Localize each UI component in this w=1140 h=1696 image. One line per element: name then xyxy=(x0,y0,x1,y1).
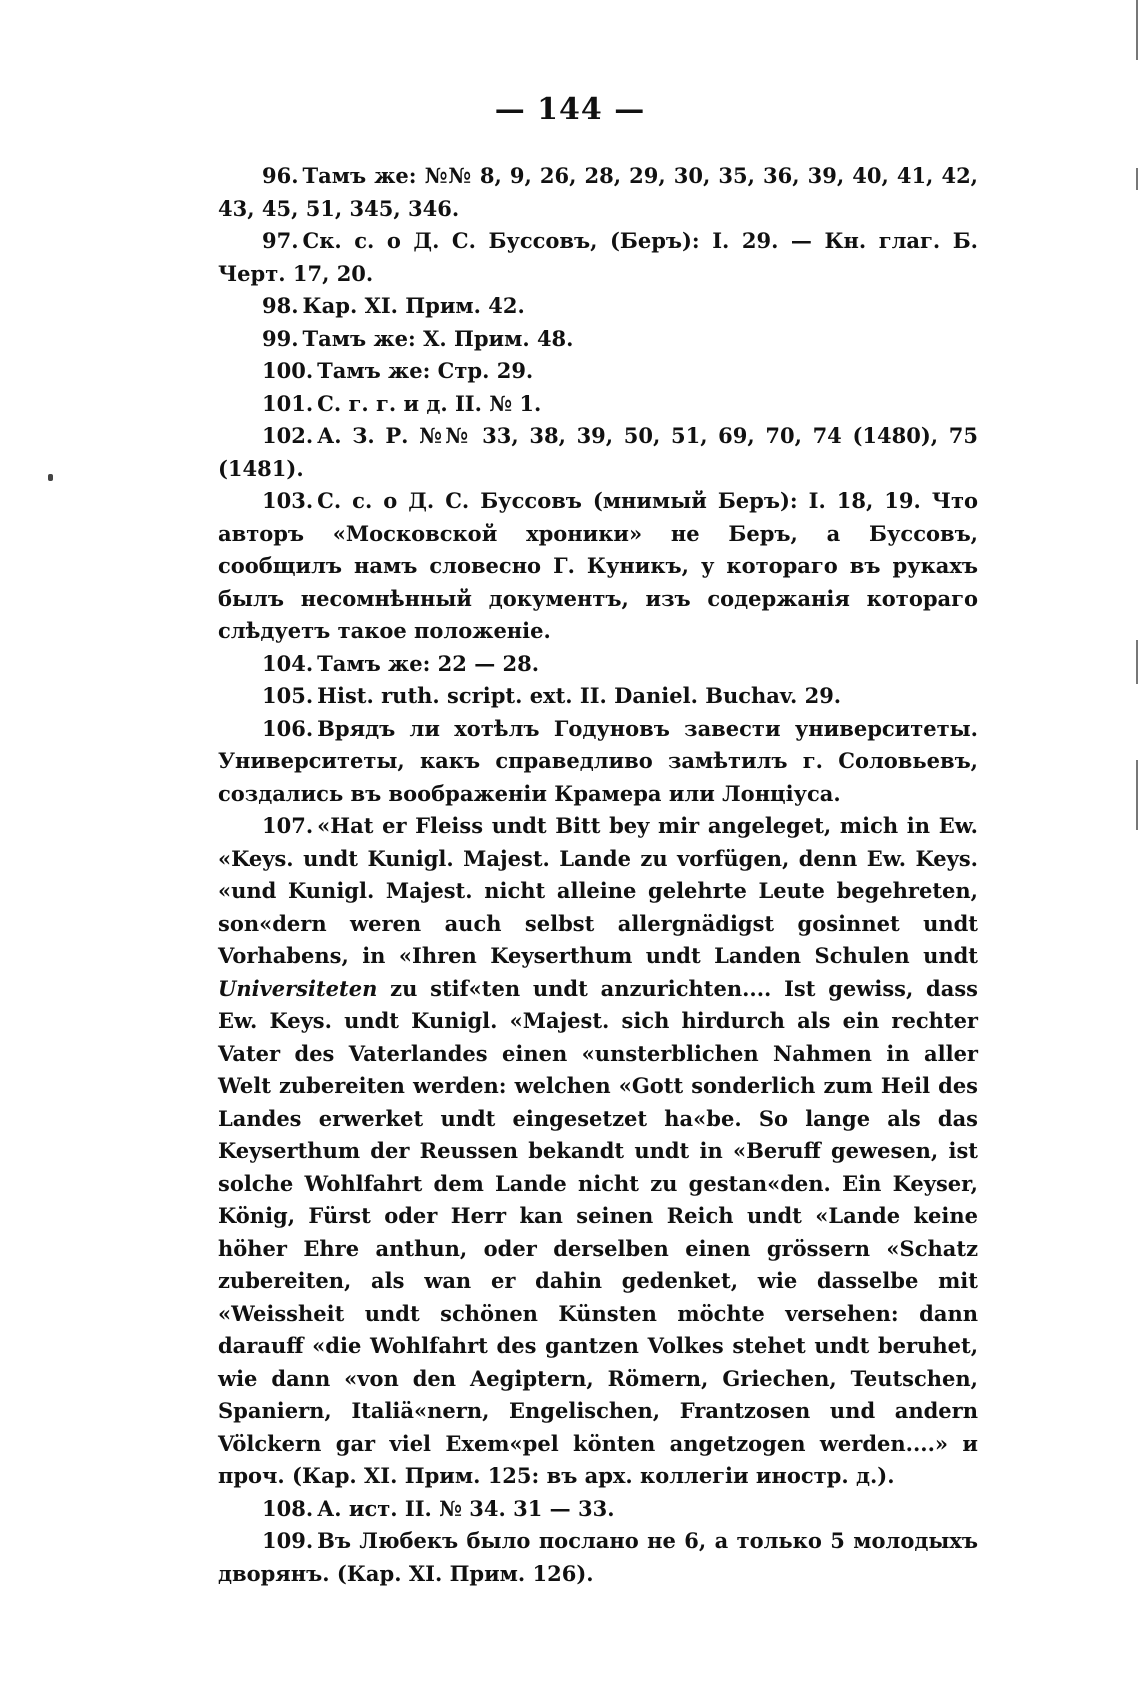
footnote-number: 109. xyxy=(262,1528,314,1553)
footnote-99 xyxy=(218,323,978,356)
footnote-text: С. г. г. и д. II. № 1. xyxy=(317,390,542,416)
footnote-number: 96. xyxy=(262,163,299,188)
footnote-number: 108. xyxy=(262,1495,314,1521)
scan-edge-mark xyxy=(1136,640,1138,684)
scan-edge-mark xyxy=(1136,168,1138,190)
footnote-text: Тамъ же: №№ 8, 9, 26, 28, 29, 30, 35, 36, 39, 40, 41, 42, 43, 45, 51, 345, 346. xyxy=(218,163,978,221)
footnote-number: 106. xyxy=(262,715,314,741)
footnote-101 xyxy=(218,388,978,421)
footnote-97 xyxy=(218,225,978,290)
footnote-number: 99. xyxy=(262,325,299,351)
footnote-number: 98. xyxy=(262,293,299,318)
scan-edge-mark xyxy=(1136,760,1138,830)
footnote-text: А. З. Р. №№ 33, 38, 39, 50, 51, 69, 70, 74 (1480), 75 (1481). xyxy=(218,423,978,481)
footnote-italic-text: Universiteten xyxy=(218,975,378,1001)
footnote-number: 97. xyxy=(262,228,299,253)
footnote-text: С. с. о Д. С. Буссовъ (мнимый Беръ): I. 18, 19. Что авторъ «Московской хроники» не Беръ, а Буссовъ, сообщилъ намъ словесно Г. Куникъ, у котораго въ рукахъ былъ несомнѣнный документъ, изъ содержанія котораго слѣдуетъ такое положеніе. xyxy=(218,488,978,643)
footnote-96 xyxy=(218,160,978,225)
footnote-103 xyxy=(218,485,978,648)
footnote-text: Тамъ же: Стр. 29. xyxy=(317,358,534,383)
footnote-text: А. ист. II. № 34. 31 — 33. xyxy=(317,1495,615,1521)
footnote-number: 107. xyxy=(262,813,314,838)
footnote-text: Hist. ruth. script. ext. II. Daniel. Buchav. 29. xyxy=(317,683,842,708)
footnote-108 xyxy=(218,1493,978,1526)
footnote-text: Въ Любекъ было послано не 6, а только 5 молодыхъ дворянъ. (Кар. XI. Прим. 126). xyxy=(218,1528,978,1586)
footnote-109 xyxy=(218,1525,978,1590)
scan-speck xyxy=(48,474,53,481)
page-number: — 144 — xyxy=(494,92,646,127)
footnote-number: 103. xyxy=(262,488,314,513)
footnote-text: Тамъ же: 22 — 28. xyxy=(317,650,540,676)
footnote-100 xyxy=(218,355,978,388)
footnote-text: Кар. XI. Прим. 42. xyxy=(302,293,525,318)
footnote-text: Тамъ же: X. Прим. 48. xyxy=(302,325,574,351)
footnote-number: 104. xyxy=(262,650,314,676)
footnote-text: «Hat er Fleiss undt Bitt bey mir angeleget, mich in Ew. «Keys. undt Kunigl. Majest. Lande zu vorfügen, denn Ew. Keys. «und Kunigl. Majest. nicht alleine gelehrte Leute begehreten, son«dern weren auch selbst allergnädigst gosinnet undt Vorhabens, in «Ihren Keyserthum undt Landen Schulen undt xyxy=(218,813,978,968)
footnote-106 xyxy=(218,713,978,811)
footnote-107 xyxy=(218,810,978,1493)
footnote-text: Врядъ ли хотѣлъ Годуновъ завести университеты. Университеты, какъ справедливо замѣтилъ г. Соловьевъ, создались въ воображеніи Крамера или Лонціуса. xyxy=(218,715,978,806)
footnote-104 xyxy=(218,648,978,681)
footnote-number: 102. xyxy=(262,423,314,448)
footnote-number: 105. xyxy=(262,683,314,708)
footnotes-block xyxy=(218,160,978,1590)
footnote-98 xyxy=(218,290,978,323)
footnote-text: Ск. с. о Д. С. Буссовъ, (Беръ): I. 29. — Кн. глаг. Б. Черт. 17, 20. xyxy=(218,228,978,286)
footnote-102 xyxy=(218,420,978,485)
footnote-text: zu stif«ten undt anzurichten.... Ist gewiss, dass Ew. Keys. undt Kunigl. «Majest. sich hirdurch als ein rechter Vater des Vaterlandes einen «unsterblichen Nahmen in aller Welt zubereiten werden: welchen «Gott sonderlich zum Heil des Landes erwerket undt eingesetzet ha«be. So lange als das Keyserthum der Reussen bekandt undt in «Beruff gewesen, ist solche Wohlfahrt dem Lande nicht zu gestan«den. Ein Keyser, König, Fürst oder Herr kan seinen Reich undt «Lande keine höher Ehre anthun, oder derselben einen grössern «Schatz zubereiten, als wan er dahin gedenket, wie dasselbe mit «Weissheit undt schönen Künsten möchte versehen: dann darauff «die Wohlfahrt des gantzen Volkes stehet undt beruhet, wie dann «von den Aegiptern, Römern, Griechen, Teutschen, Spaniern, Italiä«nern, Engelischen, Frantzosen und andern Völckern gar viel Exem«pel könten angetzogen werden....» и проч. (Кар. XI. Прим. 125: въ арх. коллегіи иностр. д.). xyxy=(218,975,978,1488)
footnote-105 xyxy=(218,680,978,713)
footnote-number: 101. xyxy=(262,390,314,416)
footnote-number: 100. xyxy=(262,358,314,383)
scan-edge-mark xyxy=(1136,0,1138,60)
